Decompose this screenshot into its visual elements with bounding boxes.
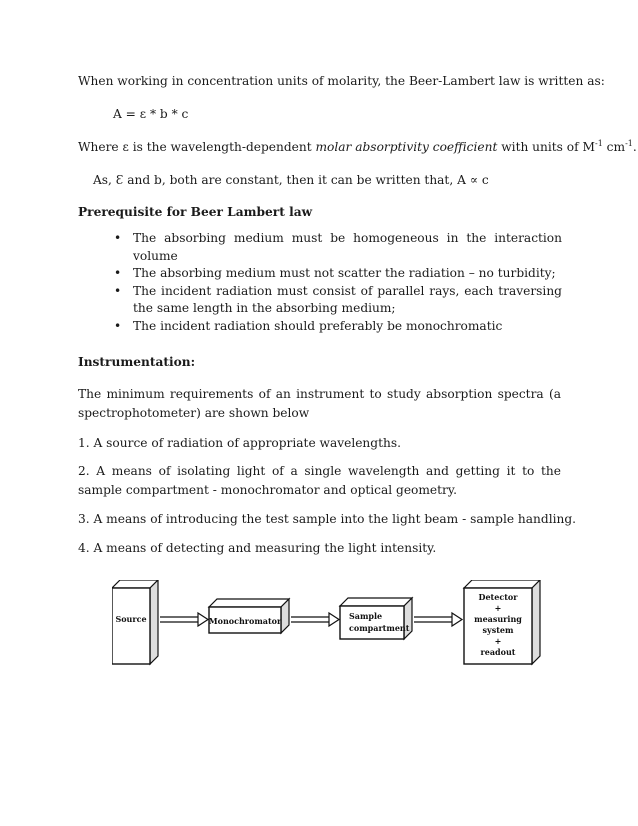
requirement-item: 3. A means of introducing the test sample into the light beam - sample handling. — [78, 512, 577, 526]
requirement-item: 4. A means of detecting and measuring the light intensity. — [78, 541, 437, 555]
requirement-item: 1. A source of radiation of appropriate wavelengths. — [78, 436, 401, 450]
instrumentation-intro: The minimum requirements of an instrument to study absorption spectra (a spectrophotometer) are shown below — [78, 387, 561, 420]
beam-arrow — [291, 613, 339, 626]
source-box — [112, 580, 158, 664]
monochromator-label: Monochromator — [208, 616, 282, 626]
detector-box — [464, 580, 540, 664]
prereq-list — [112, 230, 562, 335]
equation: A = ε * b * c — [113, 107, 189, 121]
spectrophotometer-block-diagram — [112, 580, 542, 666]
prereq-item: • The absorbing medium must not scatter the radiation – no turbidity; — [112, 265, 562, 283]
sample-label-line1: Sample — [349, 611, 383, 621]
sample-label-line2: compartment — [349, 623, 410, 633]
prereq-heading: Prerequisite for Beer Lambert law — [78, 205, 313, 219]
detector-label-line: + — [494, 636, 502, 646]
sample-compartment-box — [340, 598, 412, 639]
source-label: Source — [115, 614, 147, 624]
prereq-item: • The incident radiation should preferably be monochromatic — [112, 318, 562, 336]
beam-arrow — [160, 613, 208, 626]
detector-label-line: measuring — [474, 614, 522, 624]
where-text: Where ε is the wavelength-dependent molar absorptivity coefficient with units of $M^{-1}$ $cm^{-1}$. — [78, 138, 637, 154]
intro-text: When working in concentration units of molarity, the Beer-Lambert law is written as: — [78, 74, 605, 88]
beam-arrow — [414, 613, 462, 626]
detector-label-line: system — [482, 625, 514, 635]
prereq-item: • The absorbing medium must be homogeneous in the interaction volume — [112, 230, 562, 265]
detector-label-line: + — [494, 603, 502, 613]
detector-label-line: readout — [480, 647, 516, 657]
instrumentation-heading: Instrumentation: — [78, 355, 196, 369]
monochromator-box — [209, 599, 289, 633]
molar-absorptivity-term: molar absorptivity coefficient — [315, 140, 498, 154]
requirement-item: 2. A means of isolating light of a single wavelength and getting it to the sample compartment - monochromator and optical geometry. — [78, 464, 561, 497]
proportional-text: As, Ɛ and b, both are constant, then it can be written that, A ∝ c — [93, 173, 489, 187]
prereq-item: • The incident radiation must consist of parallel rays, each traversing the same length in the absorbing medium; — [112, 283, 562, 318]
detector-label-line: Detector — [478, 592, 518, 602]
